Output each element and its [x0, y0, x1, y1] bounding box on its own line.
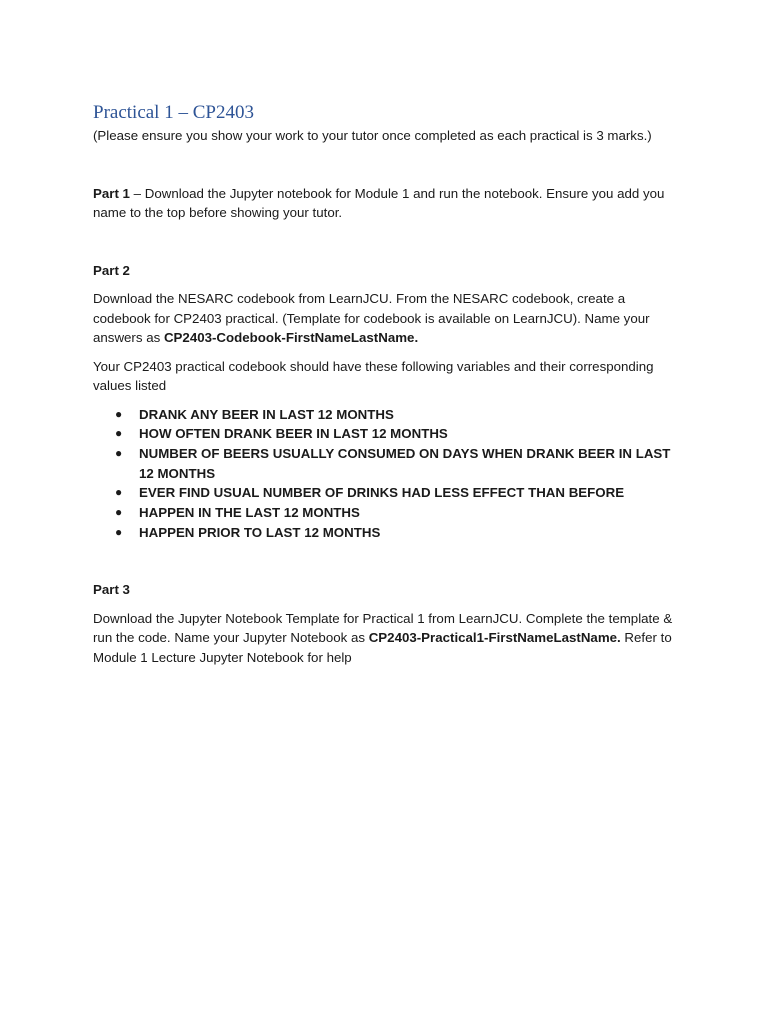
part2-codebook-name: CP2403-Codebook-FirstNameLastName.	[163, 330, 419, 345]
variable-list	[93, 405, 678, 543]
part3-text-after: Refer to Module 1 Lecture Jupyter Notebook for help	[93, 630, 672, 665]
part3-text-before: Download the Jupyter Notebook Template for Practical 1 from LearnJCU. Complete the template & run the code. Name your Jupyter Notebook as	[93, 610, 673, 646]
part2-paragraph-2: Your CP2403 practical codebook should have these following variables and their corresponding values listed	[93, 358, 654, 393]
bullet-icon: ●	[115, 505, 123, 520]
list-item	[115, 405, 678, 425]
bullet-icon: ●	[115, 406, 123, 421]
list-item	[115, 424, 678, 444]
part3-heading: Part 3	[93, 582, 130, 598]
list-item-text: HOW OFTEN DRANK BEER IN LAST 12 MONTHS	[139, 426, 448, 442]
part1-label: Part 1	[93, 185, 130, 201]
document-page	[93, 100, 678, 667]
list-item	[115, 444, 678, 483]
bullet-icon: ●	[115, 524, 123, 539]
list-item	[115, 483, 678, 503]
list-item	[115, 523, 678, 543]
part1-paragraph	[93, 184, 678, 223]
list-item-text: NUMBER OF BEERS USUALLY CONSUMED ON DAYS WHEN DRANK BEER IN LAST 12 MONTHS	[139, 445, 671, 481]
list-item-text: DRANK ANY BEER IN LAST 12 MONTHS	[139, 406, 394, 422]
part2-para1-text: Download the NESARC codebook from LearnJCU. From the NESARC codebook, create a codebook for CP2403 practical. (Template for codebook is available on LearnJCU). Name your answers as	[93, 291, 650, 345]
part2-paragraph-1	[93, 289, 678, 348]
part1-text: – Download the Jupyter notebook for Module 1 and run the notebook. Ensure you add you name to the top before showing your tutor.	[93, 185, 665, 220]
part2-heading: Part 2	[93, 262, 130, 278]
bullet-icon: ●	[115, 485, 123, 500]
part3-notebook-name: CP2403-Practical1-FirstNameLastName.	[368, 630, 621, 646]
intro-paragraph: (Please ensure you show your work to your tutor once completed as each practical is 3 marks.)	[93, 128, 652, 143]
bullet-icon: ●	[115, 426, 123, 441]
list-item-text: EVER FIND USUAL NUMBER OF DRINKS HAD LESS EFFECT THAN BEFORE	[139, 485, 625, 501]
list-item	[115, 503, 678, 523]
list-item-text: HAPPEN IN THE LAST 12 MONTHS	[139, 505, 360, 521]
part3-paragraph	[93, 609, 678, 668]
list-item-text: HAPPEN PRIOR TO LAST 12 MONTHS	[139, 524, 381, 540]
page-title: Practical 1 – CP2403	[93, 102, 254, 123]
bullet-icon: ●	[115, 445, 123, 460]
